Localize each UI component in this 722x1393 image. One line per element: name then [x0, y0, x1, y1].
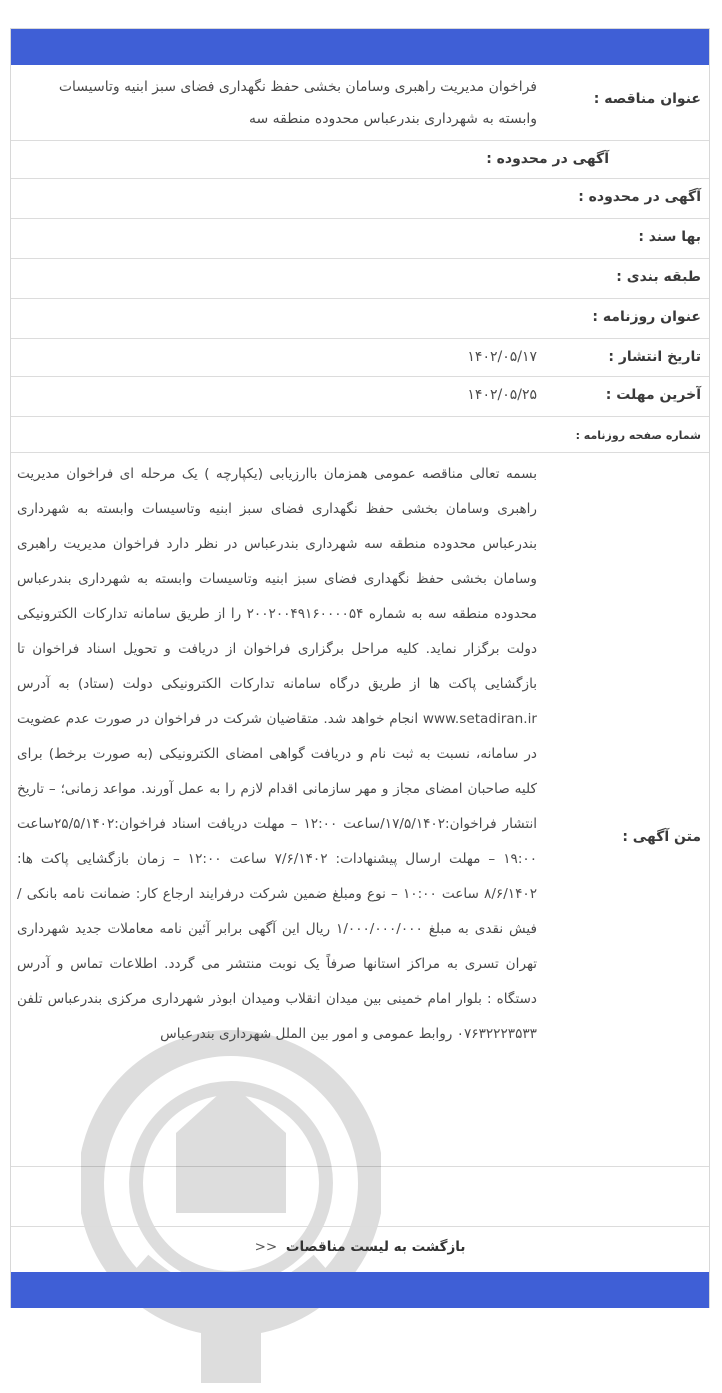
category-label: طبقه بندی :: [616, 269, 701, 285]
row-publish-date: [11, 339, 709, 377]
page-number-label: شماره صفحه روزنامه :: [575, 429, 701, 442]
ad-text-label: متن آگهی :: [622, 829, 701, 845]
row-category: [11, 259, 709, 299]
deadline-value: ۱۴۰۲/۰۵/۲۵: [467, 387, 537, 403]
header-bar: [11, 29, 709, 65]
footer-bar: [11, 1272, 709, 1308]
area-1-label: آگهی در محدوده :: [486, 151, 609, 167]
publish-date-label: تاریخ انتشار :: [608, 349, 701, 365]
row-newspaper: [11, 299, 709, 339]
row-doc-price: [11, 219, 709, 259]
ad-text-value: بسمه تعالی مناقصه عمومی همزمان باارزیابی (یکپارچه ) یک مرحله ای فراخوان مدیریت راهبری وسامان بخشی حفظ نگهداری فضای سبز ابنیه وتاسیسات وابسته به شهرداری بندرعباس محدوده منطقه سه شهرداری بندرعباس در نظر دارد فراخوان مدیریت راهبری وسامان بخشی حفظ نگهداری فضای سبز ابنیه وتاسیسات وابسته به شهرداری بندرعباس محدوده منطقه سه به شماره ۲۰۰۲۰۰۴۹۱۶۰۰۰۰۵۴ را از طریق سامانه تدارکات الکترونیکی دولت برگزار نماید. کلیه مراحل برگزاری فراخوان از دریافت و تحویل اسناد فراخوان تا بازگشایی پاکت ها از طریق درگاه سامانه تدارکات الکترونیکی دولت (ستاد) به آدرس www.setadiran.ir انجام خواهد شد. متقاضیان شرکت در فراخوان در صورت عدم عضویت در سامانه، نسبت به ثبت نام و دریافت گواهی امضای الکترونیکی (به صورت برخط) برای کلیه صاحبان امضای مجاز و مهر سازمانی اقدام لازم را به عمل آورند. مواعد زمانی؛ – تاریخ انتشار فراخوان:۱۷/۵/۱۴۰۲/ساعت ۱۲:۰۰ – مهلت دریافت اسناد فراخوان:۲۵/۵/۱۴۰۲ساعت ۱۹:۰۰ – مهلت ارسال پیشنهادات: ۷/۶/۱۴۰۲ ساعت ۱۲:۰۰ – زمان بازگشایی پاکت ها: ۸/۶/۱۴۰۲ ساعت ۱۰:۰۰ – نوع ومبلغ ضمین شرکت درفرایند ارجاع کار: ضمانت نامه بانکی /فیش نقدی به مبلغ ۱/۰۰۰/۰۰۰/۰۰۰ ریال این آگهی برابر آئین نامه معاملات جدید شهرداری تهران تسری به مراکز استانها صرفاً یک نوبت منتشر می گردد. اطلاعات تماس و آدرس دستگاه : بلوار امام خمینی بین میدان انقلاب ومیدان ابوذر شهرداری مرکزی بندرعباس تلفن ۰۷۶۳۲۲۲۳۵۳۳ روابط عمومی و امور بین الملل شهرداری بندرعباس: [17, 466, 538, 1042]
row-tender-title: [11, 65, 709, 141]
back-to-list-label[interactable]: بازگشت به لیست مناقصات: [285, 1239, 466, 1255]
tender-title-label: عنوان مناقصه :: [593, 91, 701, 107]
area-2-label: آگهی در محدوده :: [578, 189, 701, 205]
tender-detail-panel: [10, 28, 710, 1308]
doc-price-label: بها سند :: [638, 229, 701, 245]
row-ad-text: [11, 453, 709, 1167]
tender-title-value: فراخوان مدیریت راهبری وسامان بخشی حفظ نگهداری فضای سبز ابنیه وتاسیسات وابسته به شهرداری بندرعباس محدوده منطقه سه: [58, 79, 537, 127]
publish-date-value: ۱۴۰۲/۰۵/۱۷: [467, 349, 537, 365]
row-area-1: [11, 141, 709, 179]
back-arrow-icon: <<: [254, 1239, 278, 1255]
row-area-2: [11, 179, 709, 219]
row-page-number: [11, 417, 709, 453]
back-to-list-link[interactable]: [11, 1239, 709, 1255]
row-deadline: [11, 377, 709, 417]
row-spacer: [11, 1167, 709, 1227]
newspaper-label: عنوان روزنامه :: [592, 309, 701, 325]
deadline-label: آخرین مهلت :: [605, 387, 701, 403]
